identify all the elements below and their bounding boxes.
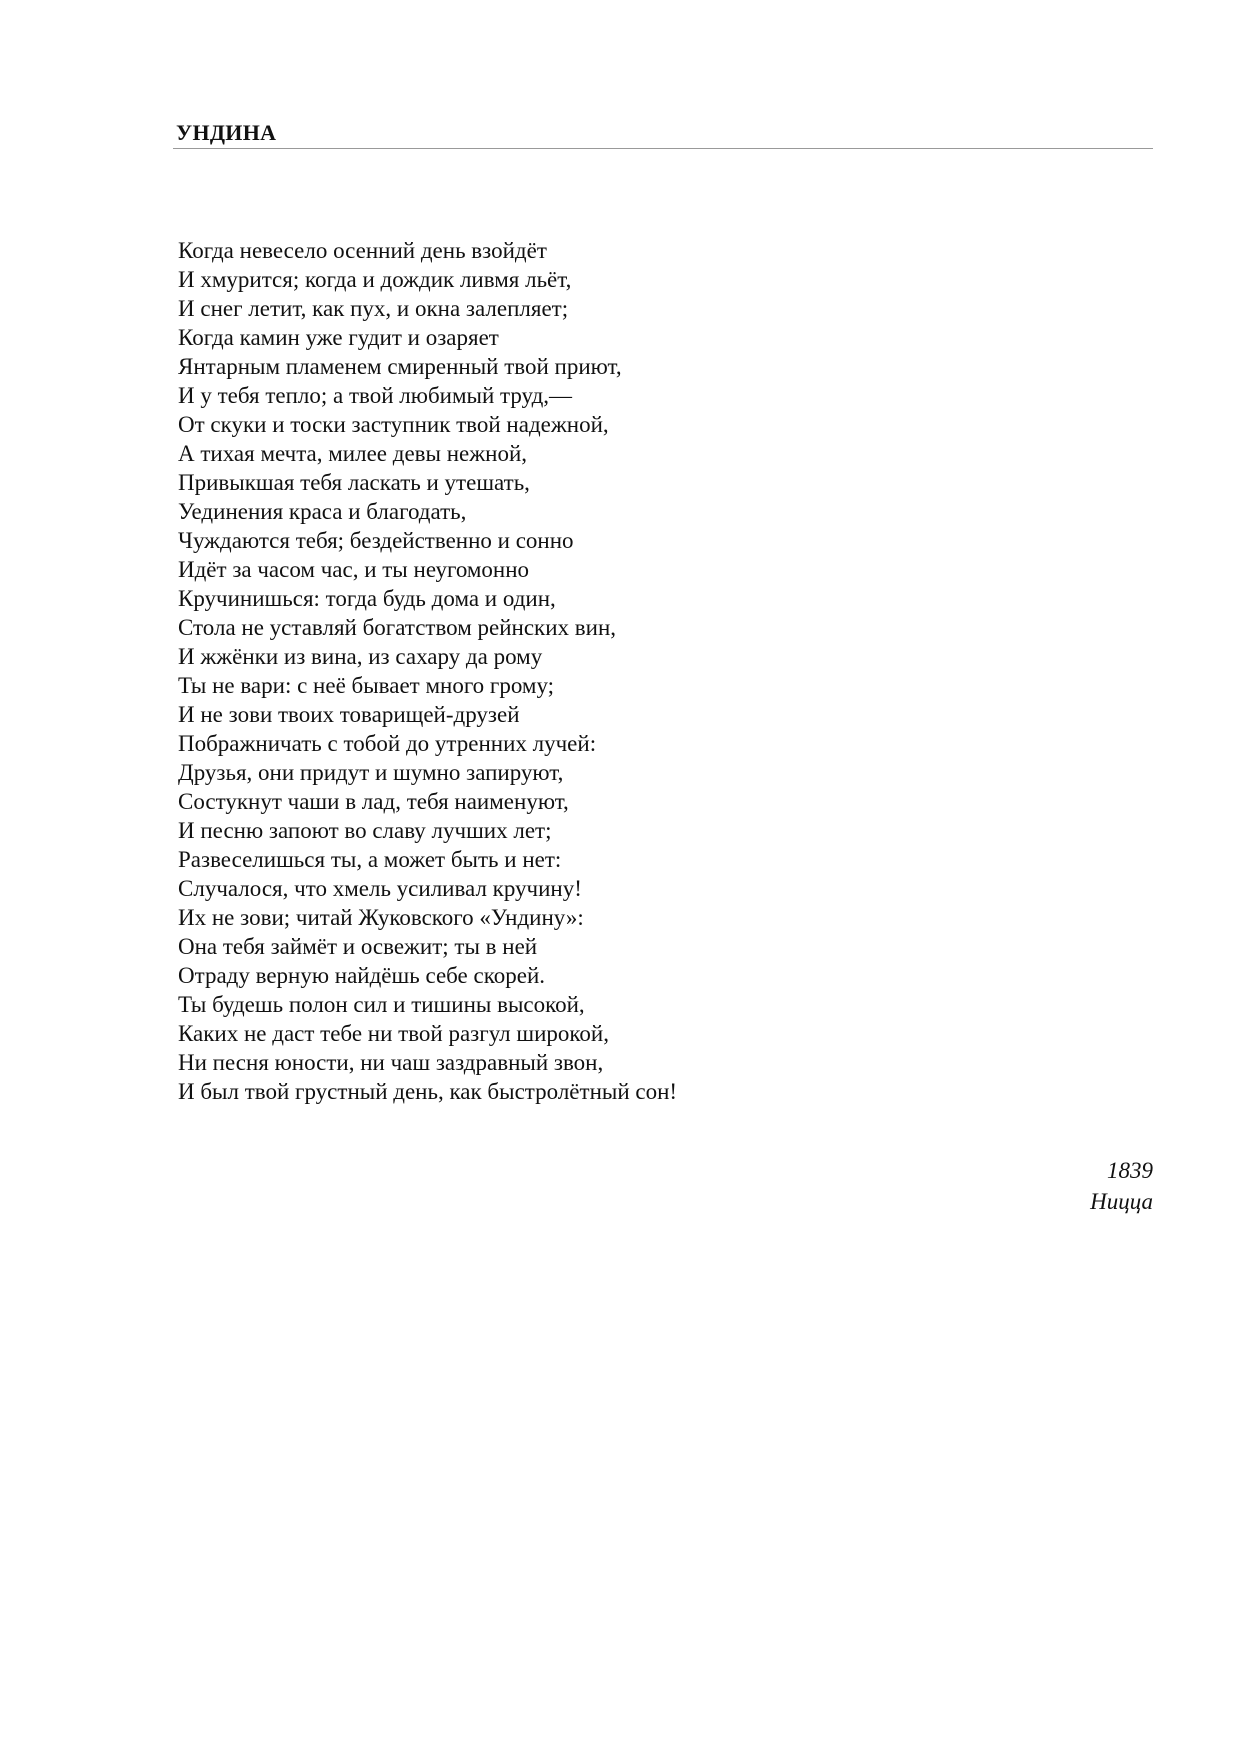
poem-line: Когда невесело осенний день взойдёт [178, 238, 547, 263]
poem-line: Пображничать с тобой до утренних лучей: [178, 731, 597, 756]
poem-line: И хмурится; когда и дождик ливмя льёт, [178, 267, 572, 292]
title-header [173, 118, 1153, 149]
poem-line: Чуждаются тебя; бездейственно и сонно [178, 528, 574, 553]
poem-line: Ни песня юности, ни чаш заздравный звон, [178, 1050, 604, 1075]
poem-line: Ты не вари: с неё бывает много грому; [178, 673, 555, 698]
poem-body [178, 236, 677, 1106]
poem-line: Кручинишься: тогда будь дома и один, [178, 586, 556, 611]
poem-line: Их не зови; читай Жуковского «Ундину»: [178, 905, 584, 930]
poem-line: Идёт за часом час, и ты неугомонно [178, 557, 530, 582]
poem-line: И был твой грустный день, как быстролётный сон! [178, 1079, 678, 1104]
signature-block [1090, 1155, 1153, 1217]
poem-line: И не зови твоих товарищей-друзей [178, 702, 520, 727]
poem-line: От скуки и тоски заступник твой надежной, [178, 412, 609, 437]
poem-line: Янтарным пламенем смиренный твой приют, [178, 354, 622, 379]
poem-title: УНДИНА [176, 120, 277, 145]
poem-line: Она тебя займёт и освежит; ты в ней [178, 934, 538, 959]
poem-line: Друзья, они придут и шумно запируют, [178, 760, 564, 785]
poem-line: Каких не даст тебе ни твой разгул широкой, [178, 1021, 609, 1046]
poem-line: И у тебя тепло; а твой любимый труд,— [178, 383, 573, 408]
poem-line: Случалося, что хмель усиливал кручину! [178, 876, 582, 901]
poem-line: Стола не уставляй богатством рейнских вин, [178, 615, 617, 640]
poem-line: Состукнут чаши в лад, тебя наименуют, [178, 789, 569, 814]
poem-line: Когда камин уже гудит и озаряет [178, 325, 499, 350]
poem-place: Ницца [1090, 1189, 1153, 1214]
poem-line: Ты будешь полон сил и тишины высокой, [178, 992, 585, 1017]
poem-line: А тихая мечта, милее девы нежной, [178, 441, 528, 466]
poem-line: Привыкшая тебя ласкать и утешать, [178, 470, 530, 495]
poem-line: Отраду верную найдёшь себе скорей. [178, 963, 546, 988]
poem-line: И снег летит, как пух, и окна залепляет; [178, 296, 569, 321]
poem-line: И песню запоют во славу лучших лет; [178, 818, 552, 843]
poem-year: 1839 [1107, 1158, 1153, 1183]
poem-line: Уединения краса и благодать, [178, 499, 467, 524]
poem-line: И жжёнки из вина, из сахару да рому [178, 644, 543, 669]
poem-line: Развеселишься ты, а может быть и нет: [178, 847, 562, 872]
